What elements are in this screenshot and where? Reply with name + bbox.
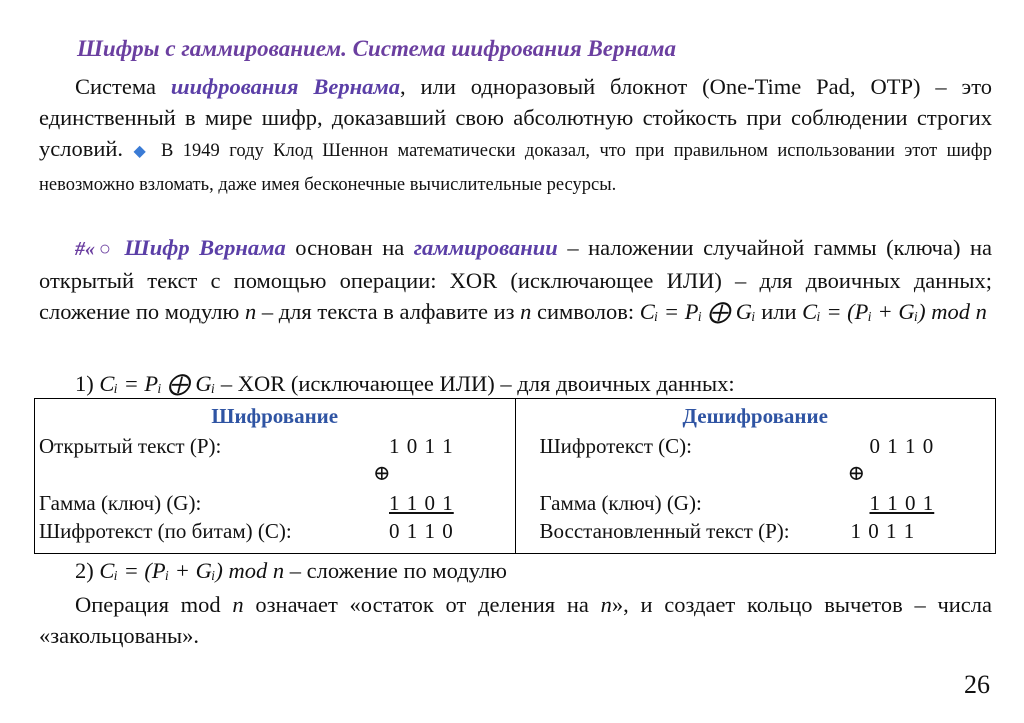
hash-circle-icon: #«○: [75, 238, 115, 260]
xor-example-table: [34, 398, 996, 554]
gamma-label: Гамма (ключ) (G):: [39, 491, 202, 515]
formula-xor-2: Cᵢ = Pᵢ ⨁ Gᵢ: [99, 371, 216, 396]
restored-text-bits: 1 0 1 1: [850, 519, 916, 543]
formula-mod-2: Cᵢ = (Pᵢ + Gᵢ) mod n: [99, 558, 285, 583]
formula-xor: Cᵢ = Pᵢ ⨁ Gᵢ: [639, 299, 756, 324]
restored-text-label: Восстановленный текст (P):: [539, 519, 790, 543]
ciphertext-input-label: Шифротекст (C):: [539, 434, 693, 458]
line-mod-case: 2) Cᵢ = (Pᵢ + Gᵢ) mod n – сложение по модулю: [75, 558, 507, 583]
line-xor-case: 1) Cᵢ = Pᵢ ⨁ Gᵢ – XOR (исключающее ИЛИ) – для двоичных данных:: [75, 371, 735, 396]
paragraph-vernam-gamma: #«○ Шифр Вернама основан на гаммировании – наложении случайной гаммы (ключа) на открытый текст с помощью операции: XOR (исключающее ИЛИ) – для двоичных данных; сложение по модулю n – для текста в алфавите из n символов: Cᵢ = Pᵢ ⨁ Gᵢ или Cᵢ = (Pᵢ + Gᵢ) mod n: [39, 235, 992, 324]
plaintext-bits: 1 0 1 1: [389, 434, 454, 458]
xor-symbol-icon: ⊕: [847, 461, 867, 485]
gamma-bits: 1 1 0 1: [869, 491, 935, 515]
encryption-header: Шифрование: [211, 404, 339, 428]
gamma-label: Гамма (ключ) (G):: [539, 491, 702, 515]
highlight-gamma: гаммировании: [413, 235, 558, 260]
highlight-vernam-cipher: Шифр Вернама: [124, 235, 286, 260]
ciphertext-bits: 0 1 1 0: [389, 519, 454, 543]
paragraph-mod-explanation: Операция mod n означает «остаток от деления на n», и создает кольцо вычетов – числа «закольцованы».: [39, 592, 992, 648]
gamma-bits: 1 1 0 1: [389, 491, 454, 515]
formula-mod: Cᵢ = (Pᵢ + Gᵢ) mod n: [802, 299, 987, 324]
page-title: Шифры с гаммированием. Система шифрования Вернама: [77, 36, 677, 61]
ciphertext-label: Шифротекст (по битам) (C):: [39, 519, 292, 543]
plaintext-label: Открытый текст (P):: [39, 434, 222, 458]
paragraph-vernam-intro: Система шифрования Вернама, или одноразовый блокнот (One-Time Pad, OTP) – это единственный в мире шифр, доказавший свою абсолютную стойкость при соблюдении строгих условий. ◆ В 1949 году Клод Шеннон математически доказал, что при правильном использовании этот шифр невозможно взломать, даже имея бесконечные вычислительные ресурсы.: [39, 74, 993, 195]
diamond-bullet-icon: ◆: [133, 143, 151, 160]
decryption-column: [515, 399, 996, 554]
shannon-note: В 1949 году Клод Шеннон математически доказал, что при правильном использовании этот шифр невозможно взломать, даже имея бесконечные вычислительные ресурсы.: [39, 141, 993, 195]
ciphertext-input-bits: 0 1 1 0: [869, 434, 935, 458]
decryption-header: Дешифрование: [682, 404, 828, 428]
xor-symbol-icon: ⊕: [373, 461, 392, 485]
page-number: 26: [964, 670, 990, 699]
highlight-vernam-system: шифрования Вернама: [170, 74, 401, 99]
encryption-column: [35, 399, 516, 554]
